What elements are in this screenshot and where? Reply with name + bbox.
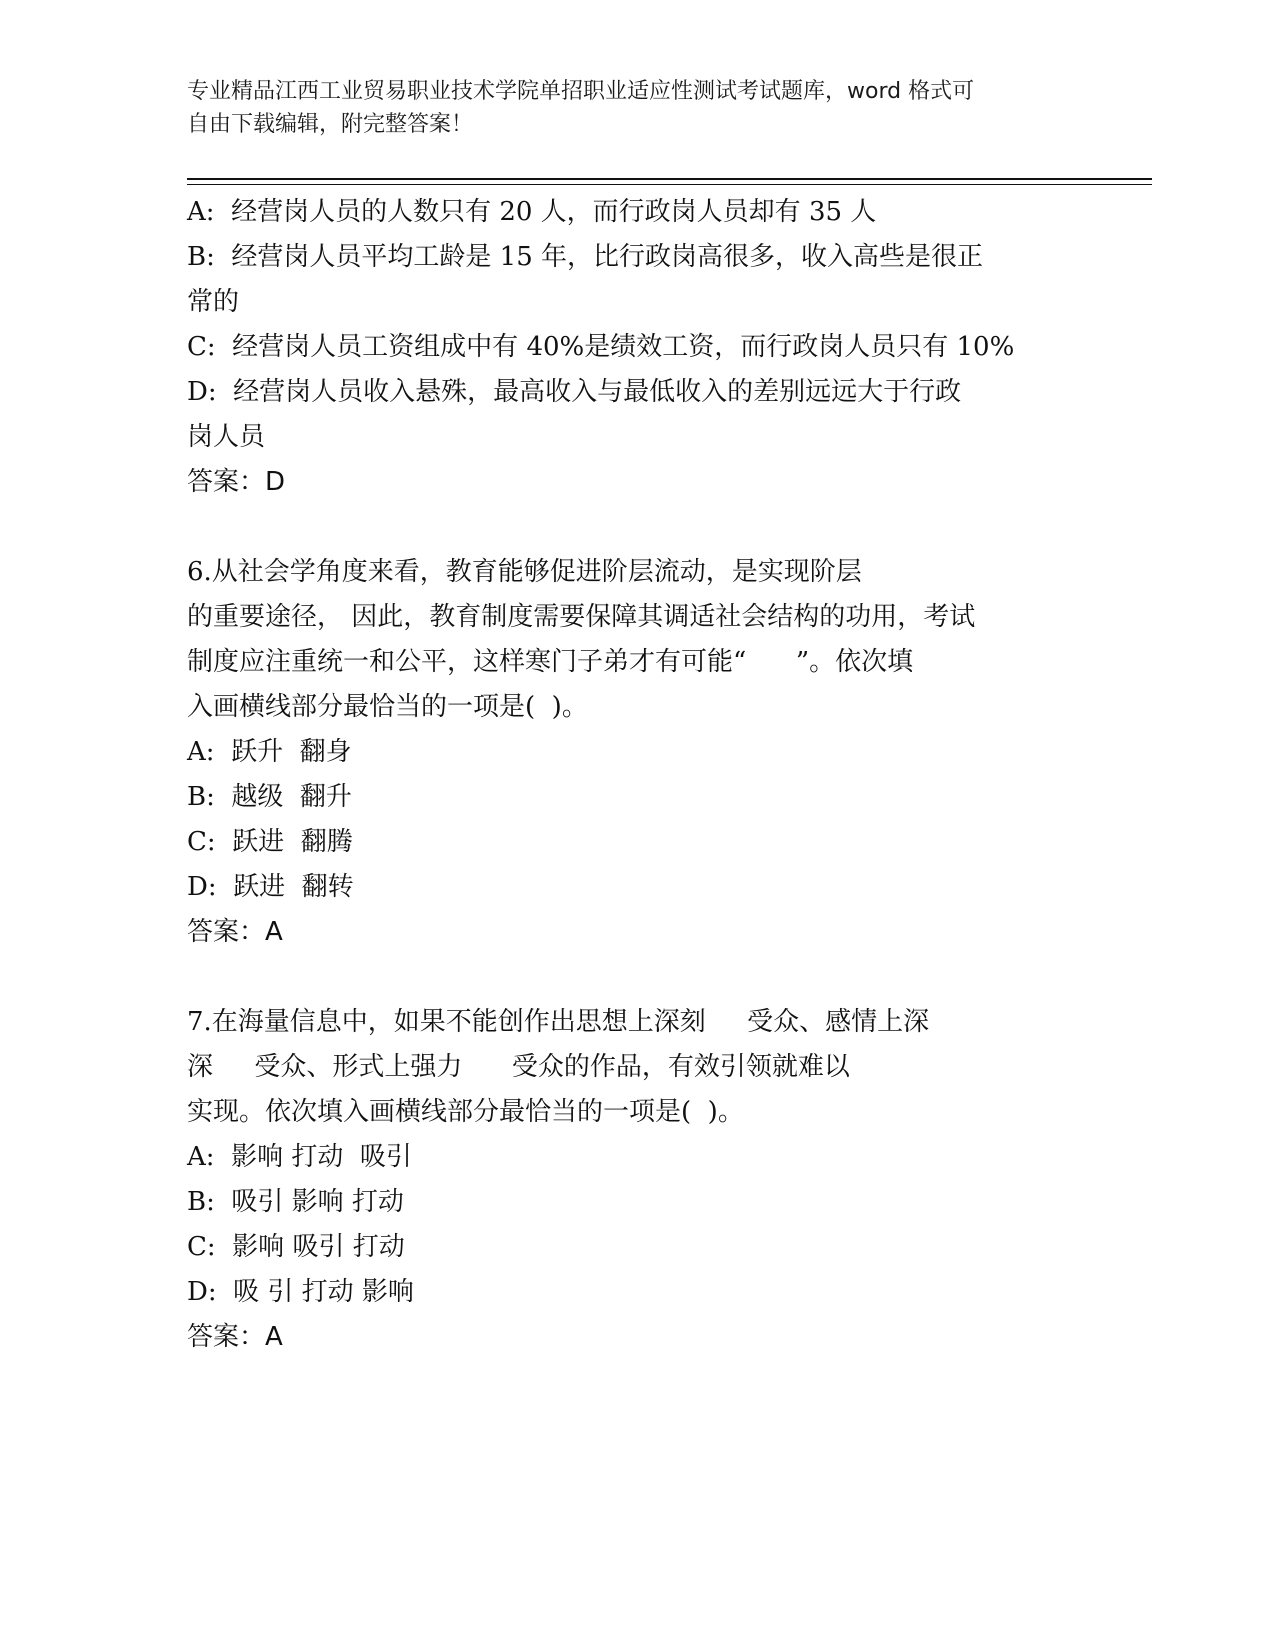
q7-stem-line-1: 7.在海量信息中，如果不能创作出思想上深刻 受众、感情上深 [187,1007,930,1037]
q6-option-d: D: 跃进 翻转 [187,872,354,902]
q7-stem-line-3: 实现。依次填入画横线部分最恰当的一项是( )。 [187,1097,744,1127]
question-6 [187,550,1077,955]
q5-answer: 答案：D [187,467,286,497]
q7-option-a: A: 影响 打动 吸引 [187,1142,412,1172]
q6-option-c: C: 跃进 翻腾 [187,827,353,857]
header-rule-thick [187,178,1152,180]
q6-stem-line-2: 的重要途径， 因此，教育制度需要保障其调适社会结构的功用，考试 [187,602,976,632]
question-7 [187,1000,1077,1360]
q6-stem-line-4: 入画横线部分最恰当的一项是( )。 [187,692,588,722]
q7-stem-line-2: 深 受众、形式上强力 受众的作品，有效引领就难以 [187,1052,850,1082]
q7-option-c: C: 影响 吸引 打动 [187,1232,405,1262]
q5-option-d-cont: 岗人员 [187,422,266,452]
document-body [187,190,1077,1360]
q5-option-b-cont: 常的 [187,287,240,317]
q6-option-a: A: 跃升 翻身 [187,737,352,767]
q7-option-d: D: 吸 引 打动 影响 [187,1277,414,1307]
q5-option-a: A: 经营岗人员的人数只有 20 人，而行政岗人员却有 35 人 [187,197,877,227]
q6-stem-line-3: 制度应注重统一和公平，这样寒门子弟才有可能“ ”。依次填 [187,647,914,677]
q6-option-b: B: 越级 翻升 [187,782,352,812]
document-header [187,75,1087,141]
q7-option-b: B: 吸引 影响 打动 [187,1187,404,1217]
q6-answer: 答案：A [187,917,283,947]
q6-stem-line-1: 6.从社会学角度来看，教育能够促进阶层流动，是实现阶层 [187,557,862,587]
header-line-2: 自由下载编辑，附完整答案！ [187,112,474,137]
q7-answer: 答案：A [187,1322,283,1352]
header-rule-thin [187,184,1152,185]
q5-option-d: D: 经营岗人员收入悬殊，最高收入与最低收入的差别远远大于行政 [187,377,962,407]
header-line-1: 专业精品江西工业贸易职业技术学院单招职业适应性测试考试题库，word 格式可 [187,79,975,104]
question-5 [187,190,1077,505]
q5-option-b: B: 经营岗人员平均工龄是 15 年，比行政岗高很多，收入高些是很正 [187,242,984,272]
q5-option-c: C: 经营岗人员工资组成中有 40%是绩效工资，而行政岗人员只有 10% [187,332,1015,362]
